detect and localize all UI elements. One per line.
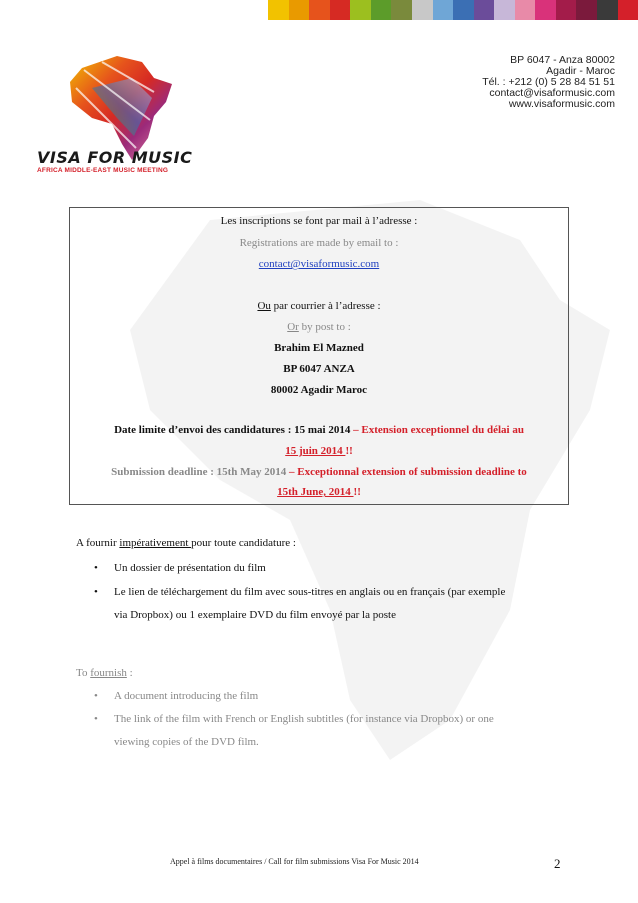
footer-text: Appel à films documentaires / Call for film submissions Visa For Music 2014 <box>170 857 419 866</box>
recipient-bp: BP 6047 ANZA <box>283 363 355 375</box>
color-stripe <box>268 0 638 20</box>
french-intro <box>76 537 296 549</box>
stripe-segment <box>453 0 474 20</box>
deadline-fr <box>70 424 568 436</box>
deadline-en-date: 15th June, 2014 <box>277 486 354 498</box>
registration-en: Registrations are made by email to : <box>239 237 399 249</box>
website[interactable]: www.visaformusic.com <box>508 98 615 110</box>
stripe-segment <box>576 0 597 20</box>
registration-box <box>69 207 569 505</box>
deadline-en <box>70 466 568 478</box>
bullet-dot-icon: • <box>94 586 98 598</box>
stripe-segment <box>515 0 536 20</box>
stripe-segment <box>289 0 310 20</box>
stripe-segment <box>371 0 392 20</box>
stripe-segment <box>268 0 289 20</box>
logo-subtitle: AFRICA MIDDLE-EAST MUSIC MEETING <box>37 167 169 174</box>
deadline-fr-excl: !! <box>345 445 353 457</box>
english-intro-a: To <box>76 667 91 679</box>
french-bullet-2: Le lien de téléchargement du film avec sous-titres en anglais ou en français (par exemple <box>114 586 506 598</box>
email-line <box>70 258 568 270</box>
recipient-name: Brahim El Mazned <box>274 342 364 354</box>
contact-email[interactable]: contact@visaformusic.com <box>489 87 615 99</box>
french-intro-a: A fournir <box>76 537 120 549</box>
recipient-city: 80002 Agadir Maroc <box>270 384 368 396</box>
french-intro-b: pour toute candidature : <box>191 537 296 549</box>
registration-email-link[interactable]: contact@visaformusic.com <box>258 258 380 270</box>
stripe-segment <box>412 0 433 20</box>
post-fr-text: par courrier à l’adresse : <box>270 300 381 312</box>
deadline-fr-text: Date limite d’envoi des candidatures : 15 mai 2014 <box>114 424 354 436</box>
stripe-segment <box>556 0 577 20</box>
stripe-segment <box>309 0 330 20</box>
bullet-dot-icon: • <box>94 562 98 574</box>
address-line-1: BP 6047 - Anza 80002 <box>510 54 615 66</box>
ou-word: Ou <box>257 300 271 312</box>
english-intro <box>76 667 133 679</box>
deadline-en-excl: !! <box>353 486 361 498</box>
post-fr <box>70 300 568 312</box>
stripe-segment <box>391 0 412 20</box>
french-intro-emphasis: impérativement <box>119 537 192 549</box>
deadline-fr-date-line <box>70 445 568 457</box>
english-bullet-2-cont: viewing copies of the DVD film. <box>114 736 259 748</box>
english-bullet-1: A document introducing the film <box>114 690 259 702</box>
french-bullet-2-cont: via Dropbox) ou 1 exemplaire DVD du film envoyé par la poste <box>114 609 396 621</box>
deadline-en-text: Submission deadline : 15th May 2014 <box>111 466 290 478</box>
bullet-dot-icon: • <box>94 690 98 702</box>
bullet-dot-icon: • <box>94 713 98 725</box>
address-line-2: Agadir - Maroc <box>546 65 615 77</box>
stripe-segment <box>535 0 556 20</box>
or-word: Or <box>287 321 299 333</box>
post-en <box>70 321 568 333</box>
stripe-segment <box>618 0 638 20</box>
french-bullet-1: Un dossier de présentation du film <box>114 562 266 574</box>
stripe-segment <box>494 0 515 20</box>
english-intro-b: : <box>126 667 133 679</box>
deadline-en-date-line <box>70 486 568 498</box>
stripe-segment <box>330 0 351 20</box>
deadline-fr-extension: – Extension exceptionnel du délai au <box>353 424 524 436</box>
deadline-fr-date: 15 juin 2014 <box>285 445 346 457</box>
stripe-segment <box>433 0 454 20</box>
registration-fr: Les inscriptions se font par mail à l’adresse : <box>220 215 418 227</box>
stripe-segment <box>474 0 495 20</box>
stripe-segment <box>597 0 618 20</box>
stripe-segment <box>350 0 371 20</box>
english-bullet-2: The link of the film with French or English subtitles (for instance via Dropbox) or one <box>114 713 494 725</box>
logo-text: VISA FOR MUSIC <box>37 148 193 167</box>
post-en-text: by post to : <box>298 321 351 333</box>
phone: Tél. : +212 (0) 5 28 84 51 51 <box>482 76 615 88</box>
contact-block <box>480 55 615 110</box>
english-intro-emphasis: fournish <box>90 667 127 679</box>
deadline-en-extension: – Exceptionnal extension of submission deadline to <box>289 466 527 478</box>
page-number: 2 <box>554 856 561 871</box>
